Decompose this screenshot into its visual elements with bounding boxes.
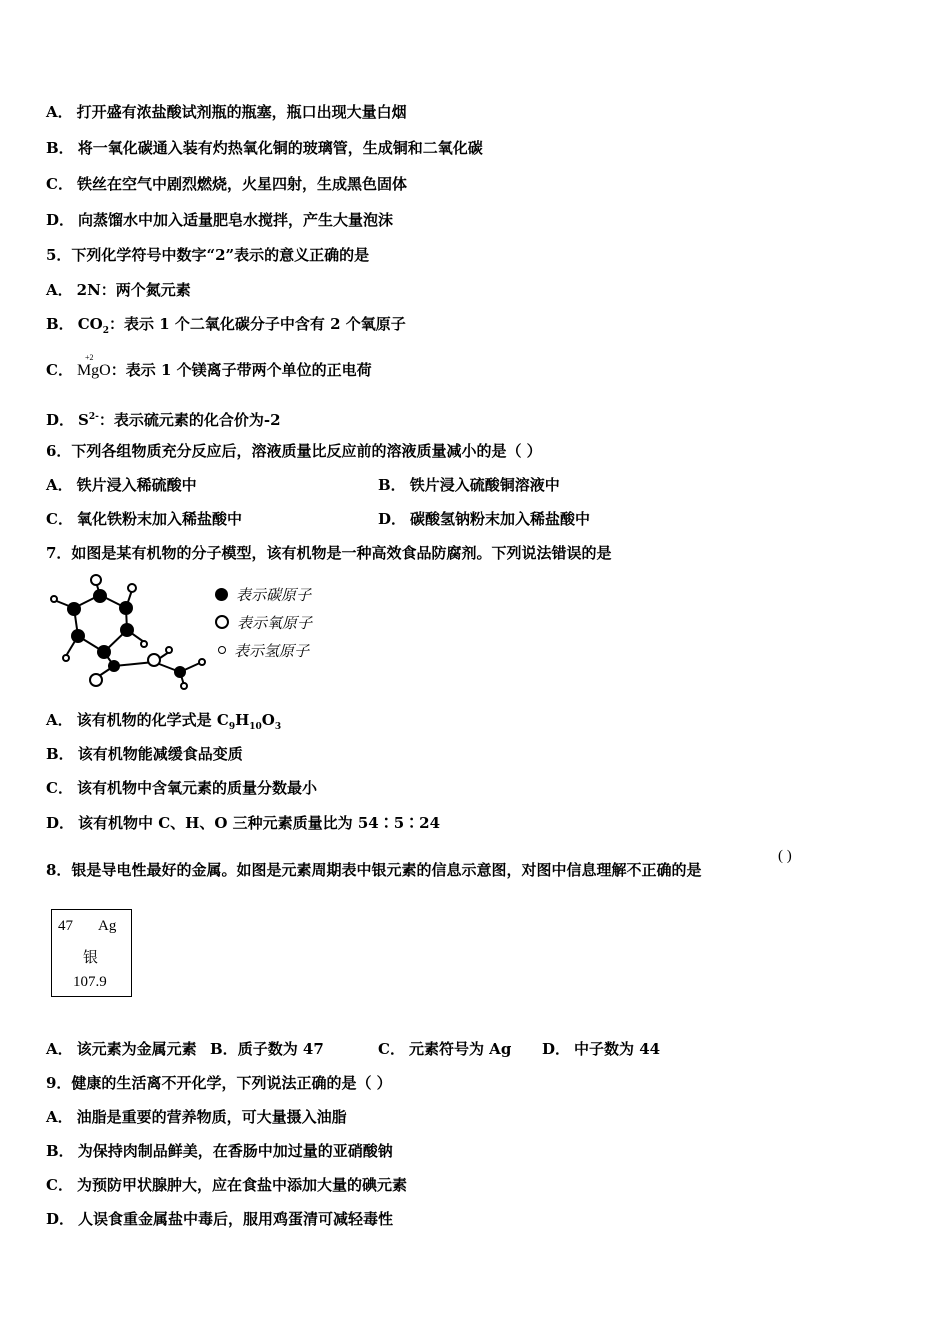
q4-option-c: C． 铁丝在空气中剧烈燃烧，火星四射，生成黑色固体 bbox=[46, 175, 407, 193]
q9-option-c: C． 为预防甲状腺肿大，应在食盐中添加大量的碘元素 bbox=[46, 1176, 407, 1194]
q8-option-c: C． 元素符号为 Ag bbox=[378, 1040, 512, 1058]
q5-option-d: D． $S^{2-}$：表示硫元素的化合价为-2 bbox=[46, 411, 281, 429]
q4-option-b: B． 将一氧化碳通入装有灼热氧化铜的玻璃管，生成铜和二氧化碳 bbox=[46, 139, 483, 157]
q6-stem: 6．下列各组物质充分反应后，溶液质量比反应前的溶液质量减小的是（ ） bbox=[46, 442, 542, 460]
legend-oxygen: 表示氧原子 bbox=[215, 608, 312, 636]
q9-option-b: B． 为保持肉制品鲜美，在香肠中加过量的亚硝酸钠 bbox=[46, 1142, 393, 1160]
q7-option-d: D． 该有机物中 C、H、O 三种元素质量比为 54∶5∶24 bbox=[46, 814, 441, 832]
q4-option-a: A． 打开盛有浓盐酸试剂瓶的瓶塞，瓶口出现大量白烟 bbox=[46, 103, 407, 121]
q7-stem: 7．如图是某有机物的分子模型，该有机物是一种高效食品防腐剂。下列说法错误的是 bbox=[46, 544, 612, 562]
molecule-model-figure bbox=[44, 572, 209, 692]
q9-option-a: A． 油脂是重要的营养物质，可大量摄入油脂 bbox=[46, 1108, 347, 1126]
q9-option-d: D． 人误食重金属盐中毒后，服用鸡蛋清可减轻毒性 bbox=[46, 1210, 394, 1228]
q8-answer-blank: ( ) bbox=[778, 848, 792, 864]
atomic-mass: 107.9 bbox=[73, 974, 107, 990]
q9-stem: 9．健康的生活离不开化学，下列说法正确的是（ ） bbox=[46, 1074, 392, 1092]
q5-option-b: B． $CO_2$：表示 1 个二氧化碳分子中含有 2 个氧原子 bbox=[46, 315, 406, 336]
q8-stem: 8．银是导电性最好的金属。如图是元素周期表中银元素的信息示意图，对图中信息理解不正确的是 bbox=[46, 861, 702, 879]
q5-stem: 5．下列化学符号中数字“2”表示的意义正确的是 bbox=[46, 246, 370, 264]
q6-option-c: C． 氧化铁粉末加入稀盐酸中 bbox=[46, 510, 242, 528]
silver-element-card bbox=[51, 909, 132, 997]
q6-option-d: D． 碳酸氢钠粉末加入稀盐酸中 bbox=[378, 510, 591, 528]
q6-option-b: B． 铁片浸入硫酸铜溶液中 bbox=[378, 476, 560, 494]
q7-option-c: C． 该有机物中含氧元素的质量分数最小 bbox=[46, 779, 317, 797]
carbon-atom-icon bbox=[215, 588, 228, 601]
q4-option-d: D． 向蒸馏水中加入适量肥皂水搅拌，产生大量泡沫 bbox=[46, 211, 394, 229]
q8-option-b: B．质子数为 47 bbox=[210, 1040, 324, 1058]
q5-option-a: A． 2N：两个氮元素 bbox=[46, 281, 191, 299]
q7-option-a: A． 该有机物的化学式是 $C_9H_{10}O_3$ bbox=[46, 711, 282, 732]
q5-option-c: C． +2 MgO：表示 1 个镁离子带两个单位的正电荷 bbox=[46, 353, 372, 379]
q7-option-b: B． 该有机物能减缓食品变质 bbox=[46, 745, 243, 763]
molecule-legend bbox=[215, 580, 312, 664]
legend-carbon: 表示碳原子 bbox=[215, 580, 312, 608]
element-name: 银 bbox=[83, 950, 99, 966]
q6-option-a: A． 铁片浸入稀硫酸中 bbox=[46, 476, 197, 494]
q8-option-d: D． 中子数为 44 bbox=[542, 1040, 661, 1058]
atomic-number: 47 bbox=[58, 918, 73, 934]
q8-option-a: A． 该元素为金属元素 bbox=[46, 1040, 197, 1058]
mgo-formula: +2 MgO bbox=[76, 353, 111, 379]
hydrogen-atom-icon bbox=[218, 646, 226, 654]
element-symbol: Ag bbox=[98, 918, 117, 934]
legend-hydrogen: 表示氢原子 bbox=[215, 636, 312, 664]
oxygen-atom-icon bbox=[215, 615, 229, 629]
